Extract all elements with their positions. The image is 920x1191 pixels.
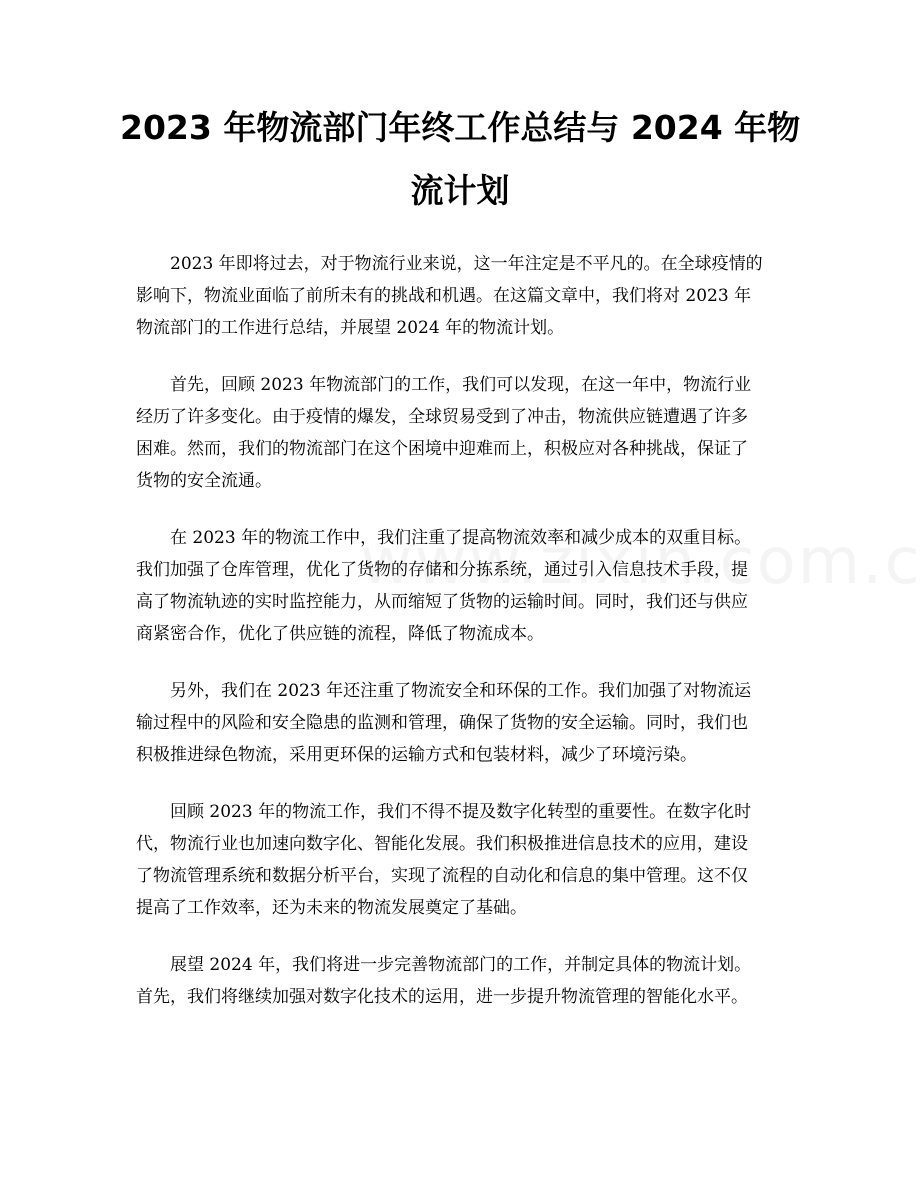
paragraph-3 [136, 522, 784, 650]
paragraph-5 [136, 796, 784, 924]
paragraph-line: 了物流管理系统和数据分析平台，实现了流程的自动化和信息的集中管理。这不仅 [136, 866, 748, 886]
paragraph-line: 影响下，物流业面临了前所未有的挑战和机遇。在这篇文章中，我们将对 2023 年 [136, 286, 752, 306]
paragraph-line: 提高了工作效率，还为未来的物流发展奠定了基础。 [136, 898, 527, 918]
paragraph-4 [136, 675, 784, 771]
paragraph-line: 首先，我们将继续加强对数字化技术的运用，进一步提升物流管理的智能化水平。 [136, 987, 748, 1007]
paragraph-line: 我们加强了仓库管理，优化了货物的存储和分拣系统，通过引入信息技术手段，提 [136, 560, 748, 580]
paragraph-6 [136, 949, 784, 1013]
paragraph-1 [136, 248, 784, 344]
paragraph-line: 展望 2024 年，我们将进一步完善物流部门的工作，并制定具体的物流计划。 [170, 955, 752, 975]
paragraph-line: 代，物流行业也加速向数字化、智能化发展。我们积极推进信息技术的应用，建设 [136, 834, 748, 854]
paragraph-line: 物流部门的工作进行总结，并展望 2024 年的物流计划。 [136, 318, 565, 338]
paragraph-line: 积极推进绿色物流，采用更环保的运输方式和包装材料，减少了环境污染。 [136, 745, 697, 765]
paragraph-line: 困难。然而，我们的物流部门在这个困境中迎难而上，积极应对各种挑战，保证了 [136, 439, 748, 459]
paragraph-line: 高了物流轨迹的实时监控能力，从而缩短了货物的运输时间。同时，我们还与供应 [136, 592, 748, 612]
paragraph-line: 货物的安全流通。 [136, 471, 272, 491]
paragraph-line: 在 2023 年的物流工作中，我们注重了提高物流效率和减少成本的双重目标。 [170, 528, 752, 548]
paragraph-line: 2023 年即将过去，对于物流行业来说，这一年注定是不平凡的。在全球疫情的 [170, 254, 763, 274]
paragraph-line: 商紧密合作，优化了供应链的流程，降低了物流成本。 [136, 624, 544, 644]
title-line: 2023 年物流部门年终工作总结与 2024 年物 [120, 108, 801, 147]
paragraph-line: 首先，回顾 2023 年物流部门的工作，我们可以发现，在这一年中，物流行业 [170, 375, 752, 395]
document-body [136, 248, 784, 1038]
paragraph-2 [136, 369, 784, 497]
paragraph-line: 经历了许多变化。由于疫情的爆发，全球贸易受到了冲击，物流供应链遭遇了许多 [136, 407, 748, 427]
document-title [120, 96, 800, 222]
paragraph-line: 回顾 2023 年的物流工作，我们不得不提及数字化转型的重要性。在数字化时 [170, 802, 752, 822]
paragraph-line: 另外，我们在 2023 年还注重了物流安全和环保的工作。我们加强了对物流运 [170, 681, 752, 701]
title-line: 流计划 [410, 171, 510, 210]
paragraph-line: 输过程中的风险和安全隐患的监测和管理，确保了货物的安全运输。同时，我们也 [136, 713, 748, 733]
